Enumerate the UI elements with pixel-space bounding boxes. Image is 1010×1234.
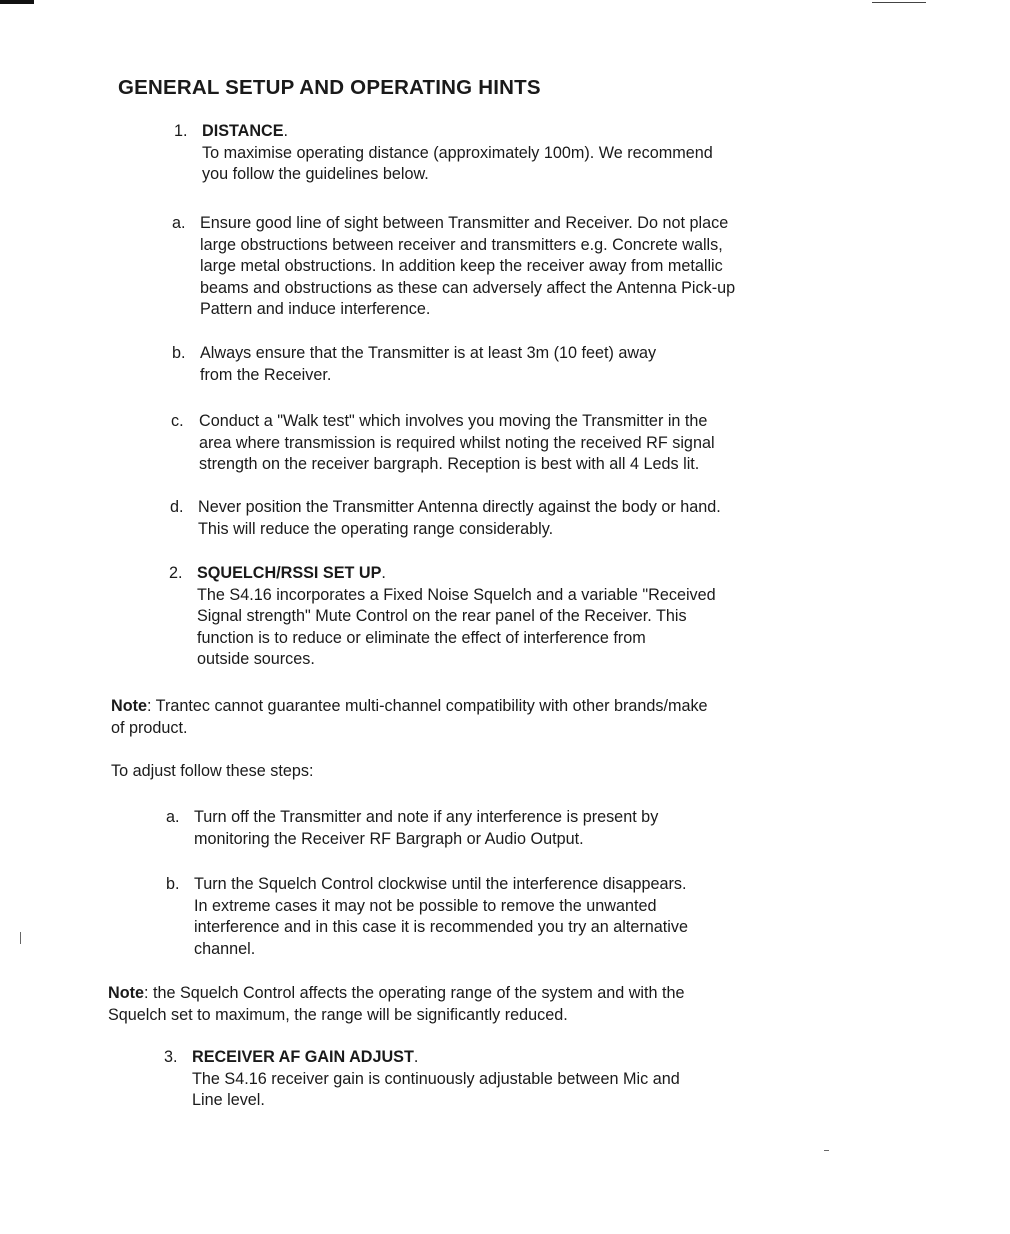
item-text-line: beams and obstructions as these can adversely affect the Antenna Pick-up	[200, 278, 736, 297]
item-text-line: large metal obstructions. In addition keep the receiver away from metallic	[200, 257, 723, 276]
item-text-line: strength on the receiver bargraph. Reception is best with all 4 Leds lit.	[199, 455, 700, 474]
note-label: Note	[108, 984, 144, 1002]
item-letter: a.	[172, 214, 186, 232]
scan-edge-mark	[0, 0, 34, 4]
section-heading: SQUELCH/RSSI SET UP	[197, 564, 382, 582]
section-number: 1.	[174, 122, 188, 140]
heading-period: .	[283, 122, 289, 140]
adjust-intro-text: To adjust follow these steps:	[111, 762, 314, 780]
heading-period: .	[413, 1048, 419, 1066]
section-number: 2.	[169, 564, 183, 582]
section-text-line: Signal strength" Mute Control on the rear panel of the Receiver. This	[197, 607, 687, 626]
item-letter: b.	[172, 344, 186, 362]
note-label: Note	[111, 697, 147, 715]
item-text-line: Never position the Transmitter Antenna directly against the body or hand.	[198, 498, 721, 516]
note-text: : Trantec cannot guarantee multi-channel compatibility with other brands/make	[146, 697, 708, 715]
item-letter: c.	[171, 412, 184, 430]
item-letter: d.	[170, 498, 184, 516]
section-text-line: The S4.16 receiver gain is continuously adjustable between Mic and	[192, 1069, 680, 1088]
item-letter: b.	[166, 875, 180, 893]
section-heading: RECEIVER AF GAIN ADJUST	[192, 1048, 414, 1066]
item-text-line: Ensure good line of sight between Transmitter and Receiver. Do not place	[200, 214, 729, 232]
item-text-line: interference and in this case it is recommended you try an alternative	[194, 918, 688, 937]
scan-edge-mark	[872, 2, 926, 3]
section-text-line: function is to reduce or eliminate the effect of interference from	[197, 628, 646, 647]
item-text-line: area where transmission is required whilst noting the received RF signal	[199, 433, 715, 452]
section-text-line: outside sources.	[197, 650, 315, 669]
section-text-line: To maximise operating distance (approximately 100m). We recommend	[202, 143, 713, 162]
item-text-line: This will reduce the operating range considerably.	[198, 519, 554, 538]
heading-period: .	[381, 564, 386, 582]
section-text-line: The S4.16 incorporates a Fixed Noise Squelch and a variable "Received	[197, 585, 716, 604]
item-text-line: monitoring the Receiver RF Bargraph or Audio Output.	[194, 829, 584, 848]
scan-speck	[20, 932, 21, 944]
scan-speck	[824, 1150, 829, 1151]
section-heading: DISTANCE	[202, 122, 284, 140]
item-text-line: channel.	[194, 939, 256, 958]
section-number: 3.	[164, 1048, 178, 1066]
note-text: : the Squelch Control affects the operating range of the system and with the	[143, 984, 685, 1002]
adjust-intro	[111, 761, 313, 783]
note-compatibility	[111, 696, 831, 739]
section-text-line: you follow the guidelines below.	[202, 165, 429, 184]
item-text-line: Turn the Squelch Control clockwise until the interference disappears.	[194, 875, 687, 893]
item-text-line: Turn off the Transmitter and note if any interference is present by	[194, 808, 659, 826]
item-text-line: from the Receiver.	[200, 365, 332, 384]
item-letter: a.	[166, 808, 180, 826]
item-text-line: In extreme cases it may not be possible to remove the unwanted	[194, 896, 657, 915]
item-text-line: Always ensure that the Transmitter is at least 3m (10 feet) away	[200, 344, 657, 362]
item-text-line: large obstructions between receiver and transmitters e.g. Concrete walls,	[200, 235, 723, 254]
item-text-line: Pattern and induce interference.	[200, 300, 431, 319]
note-squelch-range	[108, 983, 828, 1026]
page-title: GENERAL SETUP AND OPERATING HINTS	[118, 76, 541, 99]
note-text-line: Squelch set to maximum, the range will be significantly reduced.	[108, 1005, 568, 1024]
item-text-line: Conduct a "Walk test" which involves you moving the Transmitter in the	[199, 412, 708, 430]
section-text-line: Line level.	[192, 1091, 265, 1110]
note-text-line: of product.	[111, 718, 188, 737]
